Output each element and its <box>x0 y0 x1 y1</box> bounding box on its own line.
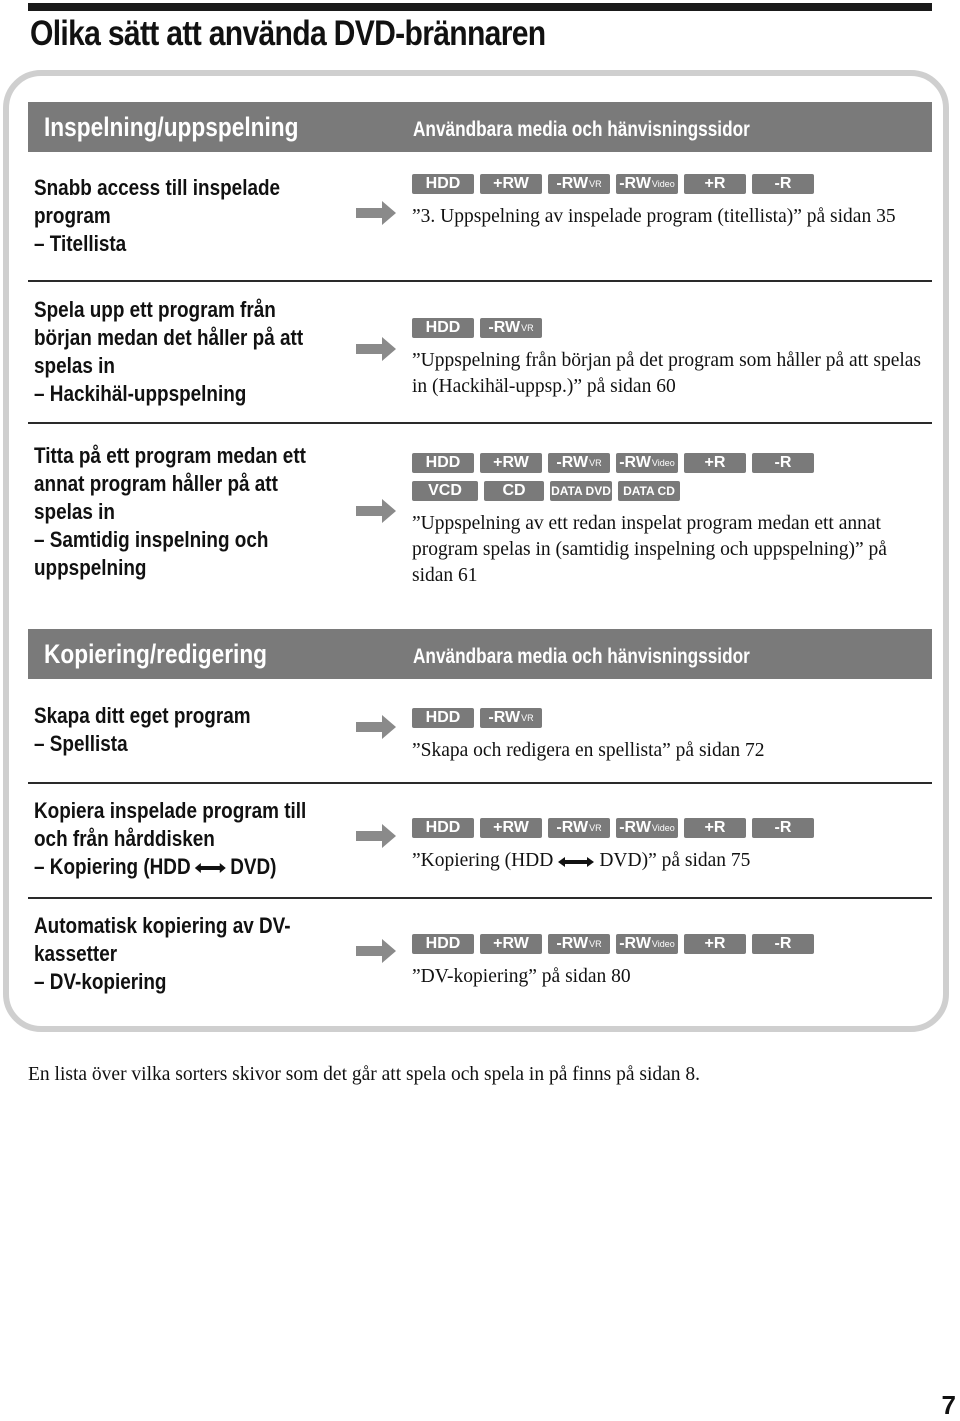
feature-row-simultaneous <box>28 442 932 592</box>
page-reference: ”3. Uppspelning av inspelade program (titellista)” på sidan 35 <box>412 206 896 227</box>
feature-line: annat program håller på att <box>34 471 278 496</box>
badge-minus-rw-vr <box>548 818 610 838</box>
page-number: 7 <box>941 1390 956 1420</box>
arrow-right-icon <box>354 336 398 362</box>
badge-minus-r: -R <box>752 174 814 194</box>
badge-label: -RW <box>619 819 651 836</box>
badge-sub: VR <box>521 323 534 333</box>
media-badges <box>412 934 932 954</box>
arrow-right-icon <box>354 938 398 964</box>
feature-description <box>34 797 374 881</box>
badge-minus-rw-vr <box>548 453 610 473</box>
top-rule <box>28 3 932 11</box>
badge-sub: Video <box>651 939 675 949</box>
feature-row-chase-play <box>28 296 932 424</box>
badge-minus-rw-video <box>616 174 678 194</box>
badge-hdd: HDD <box>412 818 474 838</box>
section-heading: Kopiering/redigering <box>44 639 268 669</box>
media-block <box>412 818 932 874</box>
feature-description <box>34 912 374 996</box>
feature-line: Snabb access till inspelade <box>34 175 281 200</box>
badge-minus-rw-vr <box>480 318 542 338</box>
feature-row-title-list <box>28 174 932 282</box>
badge-plus-rw: +RW <box>480 174 542 194</box>
feature-line: uppspelning <box>34 555 147 580</box>
feature-row-playlist <box>28 702 932 784</box>
badge-label: -RW <box>619 935 651 952</box>
double-arrow-icon <box>194 862 227 874</box>
arrow-right-icon <box>354 714 398 740</box>
media-badges <box>412 818 932 838</box>
feature-line: Automatisk kopiering av DV- <box>34 913 291 938</box>
media-badges-row2 <box>412 481 932 501</box>
badge-label: -RW <box>619 454 651 471</box>
section-header-copying <box>28 629 932 679</box>
badge-sub: VR <box>589 939 602 949</box>
badge-data-cd: DATA CD <box>618 481 680 501</box>
badge-minus-r: -R <box>752 934 814 954</box>
badge-label: -RW <box>556 175 589 192</box>
badge-hdd: HDD <box>412 934 474 954</box>
badge-hdd: HDD <box>412 174 474 194</box>
feature-line: – DV-kopiering <box>34 969 167 994</box>
feature-line: – Titellista <box>34 231 127 256</box>
badge-sub: Video <box>651 458 675 468</box>
arrow-right-icon <box>354 200 398 226</box>
media-block <box>412 934 932 990</box>
arrow-right-icon <box>354 498 398 524</box>
media-block <box>412 708 932 764</box>
badge-data-dvd: DATA DVD <box>550 481 612 501</box>
badge-minus-rw-vr <box>480 708 542 728</box>
badge-plus-rw: +RW <box>480 934 542 954</box>
feature-line: – Spellista <box>34 731 128 756</box>
page-reference: ”Skapa och redigera en spellista” på sidan 72 <box>412 740 765 761</box>
badge-label: -RW <box>556 454 589 471</box>
feature-line: början medan det håller på att <box>34 325 304 350</box>
section-heading: Inspelning/uppspelning <box>44 112 299 142</box>
page-title: Olika sätt att använda DVD-brännaren <box>30 14 546 53</box>
feature-line: Skapa ditt eget program <box>34 703 251 728</box>
feature-line: program <box>34 203 111 228</box>
feature-row-dv-dubbing <box>28 912 932 1002</box>
page-reference: ”DV-kopiering” på sidan 80 <box>412 966 631 987</box>
feature-line <box>34 853 326 881</box>
feature-line: Spela upp ett program från <box>34 297 276 322</box>
feature-description <box>34 174 374 258</box>
badge-minus-rw-video <box>616 818 678 838</box>
media-badges <box>412 318 932 338</box>
ref-part: DVD)” på sidan 75 <box>599 850 751 871</box>
badge-label: -RW <box>488 709 521 726</box>
badge-sub: Video <box>651 823 675 833</box>
badge-cd: CD <box>484 481 544 501</box>
badge-plus-r: +R <box>684 174 746 194</box>
badge-sub: VR <box>589 823 602 833</box>
feature-row-dubbing <box>28 797 932 899</box>
badge-label: -RW <box>556 935 589 952</box>
feature-line: kassetter <box>34 941 118 966</box>
feature-line-part: – Kopiering (HDD <box>34 854 191 879</box>
badge-plus-r: +R <box>684 818 746 838</box>
badge-hdd: HDD <box>412 453 474 473</box>
badge-minus-r: -R <box>752 818 814 838</box>
badge-minus-rw-vr <box>548 934 610 954</box>
badge-label: -RW <box>619 175 651 192</box>
footer-note: En lista över vilka sorters skivor som det går att spela och spela in på finns på sidan 8. <box>28 1064 701 1085</box>
badge-plus-rw: +RW <box>480 818 542 838</box>
page-reference: ”Uppspelning av ett redan inspelat program medan ett annat program spelas in (samtidig inspelning och uppspelning)” på sidan 61 <box>412 513 887 586</box>
badge-hdd: HDD <box>412 318 474 338</box>
arrow-right-icon <box>354 823 398 849</box>
badge-sub: VR <box>589 179 602 189</box>
feature-line: Kopiera inspelade program till <box>34 798 307 823</box>
badge-plus-r: +R <box>684 453 746 473</box>
media-block <box>412 453 932 589</box>
badge-sub: VR <box>521 713 534 723</box>
double-arrow-icon <box>557 856 595 868</box>
badge-plus-rw: +RW <box>480 453 542 473</box>
feature-description <box>34 296 374 408</box>
badge-sub: VR <box>589 458 602 468</box>
badge-label: -RW <box>556 819 589 836</box>
page-reference: ”Uppspelning från början på det program som håller på att spelas in (Hackihäl-uppsp.)” på sidan 60 <box>412 350 922 397</box>
section-header-recording <box>28 102 932 152</box>
feature-description <box>34 442 374 582</box>
feature-line-part: DVD) <box>230 854 277 879</box>
media-badges <box>412 174 932 194</box>
feature-description <box>34 702 374 758</box>
media-block <box>412 174 932 230</box>
feature-line: Titta på ett program medan ett <box>34 443 306 468</box>
badge-plus-r: +R <box>684 934 746 954</box>
media-badges <box>412 708 932 728</box>
badge-minus-rw-vr <box>548 174 610 194</box>
badge-hdd: HDD <box>412 708 474 728</box>
feature-line: – Hackihäl-uppspelning <box>34 381 247 406</box>
badge-sub: Video <box>651 179 675 189</box>
feature-line: spelas in <box>34 353 115 378</box>
badge-vcd: VCD <box>412 481 478 501</box>
page-reference <box>412 848 932 874</box>
media-heading: Användbara media och hänvisningssidor <box>413 645 750 668</box>
feature-line: – Samtidig inspelning och <box>34 527 269 552</box>
badge-minus-rw-video <box>616 934 678 954</box>
media-block <box>412 318 932 400</box>
ref-part: ”Kopiering (HDD <box>412 850 554 871</box>
badge-minus-rw-video <box>616 453 678 473</box>
media-badges <box>412 453 932 473</box>
media-heading: Användbara media och hänvisningssidor <box>413 118 750 141</box>
badge-label: -RW <box>488 319 521 336</box>
feature-line: spelas in <box>34 499 115 524</box>
feature-line: och från hårddisken <box>34 826 215 851</box>
badge-minus-r: -R <box>752 453 814 473</box>
